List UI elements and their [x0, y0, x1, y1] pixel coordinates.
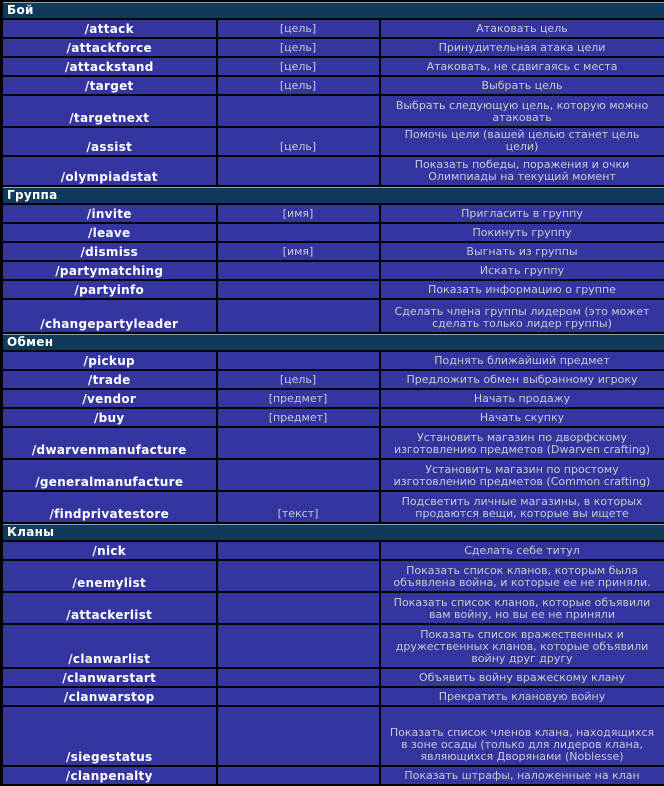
param-cell — [217, 766, 380, 785]
command-row — [2, 242, 664, 261]
description-cell: Показать список членов клана, находящихся в зоне осады (только для лидеров клана, являющихся Дворянами (Noblesse) — [380, 706, 664, 766]
command-cell: /changepartyleader — [2, 299, 217, 333]
description-cell: Показать штрафы, наложенные на клан — [380, 766, 664, 785]
description-cell: Начать скупку — [380, 408, 664, 427]
param-cell: [текст] — [217, 491, 380, 523]
command-row — [2, 766, 664, 785]
command-row — [2, 95, 664, 127]
param-cell — [217, 560, 380, 592]
param-cell: [имя] — [217, 204, 380, 223]
param-cell: [предмет] — [217, 389, 380, 408]
command-cell: /buy — [2, 408, 217, 427]
param-cell: [цель] — [217, 57, 380, 76]
command-row — [2, 624, 664, 668]
param-cell: [предмет] — [217, 408, 380, 427]
command-row — [2, 127, 664, 156]
description-cell: Показать информацию о группе — [380, 280, 664, 299]
section-title: Кланы — [2, 523, 664, 541]
param-cell: [цель] — [217, 127, 380, 156]
command-row — [2, 706, 664, 766]
command-cell: /invite — [2, 204, 217, 223]
command-row — [2, 459, 664, 491]
description-cell: Показать список вражественных и дружественных кланов, которые объявили войну друг другу — [380, 624, 664, 668]
command-cell: /siegestatus — [2, 706, 217, 766]
param-cell — [217, 351, 380, 370]
command-cell: /assist — [2, 127, 217, 156]
command-row — [2, 351, 664, 370]
description-cell: Подсветить личные магазины, в которых продаются вещи, которые вы ищете — [380, 491, 664, 523]
description-cell: Сделать себе титул — [380, 541, 664, 560]
command-cell: /attackerlist — [2, 592, 217, 624]
command-cell: /clanwarstart — [2, 668, 217, 687]
section-header-row — [2, 1, 664, 19]
command-cell: /attackforce — [2, 38, 217, 57]
command-cell: /targetnext — [2, 95, 217, 127]
description-cell: Сделать члена группы лидером (это может сделать только лидер группы) — [380, 299, 664, 333]
description-cell: Искать группу — [380, 261, 664, 280]
command-row — [2, 541, 664, 560]
command-cell: /leave — [2, 223, 217, 242]
param-cell: [цель] — [217, 370, 380, 389]
param-cell — [217, 299, 380, 333]
command-cell: /nick — [2, 541, 217, 560]
param-cell: [цель] — [217, 19, 380, 38]
command-row — [2, 261, 664, 280]
param-cell — [217, 459, 380, 491]
command-cell: /dwarvenmanufacture — [2, 427, 217, 459]
description-cell: Предложить обмен выбранному игроку — [380, 370, 664, 389]
command-row — [2, 592, 664, 624]
description-cell: Пригласить в группу — [380, 204, 664, 223]
param-cell — [217, 624, 380, 668]
command-row — [2, 427, 664, 459]
command-row — [2, 223, 664, 242]
param-cell — [217, 95, 380, 127]
command-cell: /target — [2, 76, 217, 95]
param-cell — [217, 223, 380, 242]
command-cell: /attack — [2, 19, 217, 38]
command-cell: /trade — [2, 370, 217, 389]
command-row — [2, 156, 664, 186]
param-cell — [217, 156, 380, 186]
section-header-row — [2, 333, 664, 351]
section-header-row — [2, 186, 664, 204]
param-cell — [217, 280, 380, 299]
section-title: Обмен — [2, 333, 664, 351]
description-cell: Прекратить клановую войну — [380, 687, 664, 706]
description-cell: Показать список кланов, которым была объявлена война, и которые ее не приняли. — [380, 560, 664, 592]
command-cell: /pickup — [2, 351, 217, 370]
description-cell: Показать список кланов, которые объявили вам войну, но вы ее не приняли — [380, 592, 664, 624]
param-cell — [217, 592, 380, 624]
command-row — [2, 299, 664, 333]
param-cell — [217, 261, 380, 280]
command-cell: /attackstand — [2, 57, 217, 76]
description-cell: Начать продажу — [380, 389, 664, 408]
command-row — [2, 389, 664, 408]
command-cell: /generalmanufacture — [2, 459, 217, 491]
command-row — [2, 560, 664, 592]
param-cell — [217, 541, 380, 560]
command-row — [2, 408, 664, 427]
description-cell: Выгнать из группы — [380, 242, 664, 261]
command-row — [2, 19, 664, 38]
section-title: Группа — [2, 186, 664, 204]
description-cell: Принудительная атака цели — [380, 38, 664, 57]
command-cell: /enemylist — [2, 560, 217, 592]
description-cell: Показать победы, поражения и очки Олимпиады на текущий момент — [380, 156, 664, 186]
command-row — [2, 668, 664, 687]
command-cell: /partyinfo — [2, 280, 217, 299]
command-row — [2, 687, 664, 706]
description-cell: Атаковать, не сдвигаясь с места — [380, 57, 664, 76]
param-cell — [217, 427, 380, 459]
command-row — [2, 38, 664, 57]
description-cell: Атаковать цель — [380, 19, 664, 38]
command-row — [2, 204, 664, 223]
command-cell: /dismiss — [2, 242, 217, 261]
param-cell — [217, 687, 380, 706]
description-cell: Выбрать цель — [380, 76, 664, 95]
command-cell: /partymatching — [2, 261, 217, 280]
description-cell: Установить магазин по простому изготовлению предметов (Common crafting) — [380, 459, 664, 491]
param-cell: [цель] — [217, 76, 380, 95]
command-row — [2, 370, 664, 389]
param-cell: [цель] — [217, 38, 380, 57]
command-cell: /clanwarstop — [2, 687, 217, 706]
description-cell: Покинуть группу — [380, 223, 664, 242]
param-cell — [217, 706, 380, 766]
command-row — [2, 280, 664, 299]
command-row — [2, 57, 664, 76]
description-cell: Выбрать следующую цель, которую можно атаковать — [380, 95, 664, 127]
command-cell: /clanwarlist — [2, 624, 217, 668]
param-cell — [217, 668, 380, 687]
commands-table-body — [2, 1, 664, 785]
section-header-row — [2, 523, 664, 541]
section-title: Бой — [2, 1, 664, 19]
command-cell: /vendor — [2, 389, 217, 408]
command-row — [2, 491, 664, 523]
command-cell: /olympiadstat — [2, 156, 217, 186]
param-cell: [имя] — [217, 242, 380, 261]
description-cell: Объявить войну вражескому клану — [380, 668, 664, 687]
command-cell: /findprivatestore — [2, 491, 217, 523]
command-cell: /clanpenalty — [2, 766, 217, 785]
description-cell: Поднять ближайший предмет — [380, 351, 664, 370]
command-row — [2, 76, 664, 95]
description-cell: Установить магазин по дворфскому изготовлению предметов (Dwarven crafting) — [380, 427, 664, 459]
description-cell: Помочь цели (вашей целью станет цель цели) — [380, 127, 664, 156]
